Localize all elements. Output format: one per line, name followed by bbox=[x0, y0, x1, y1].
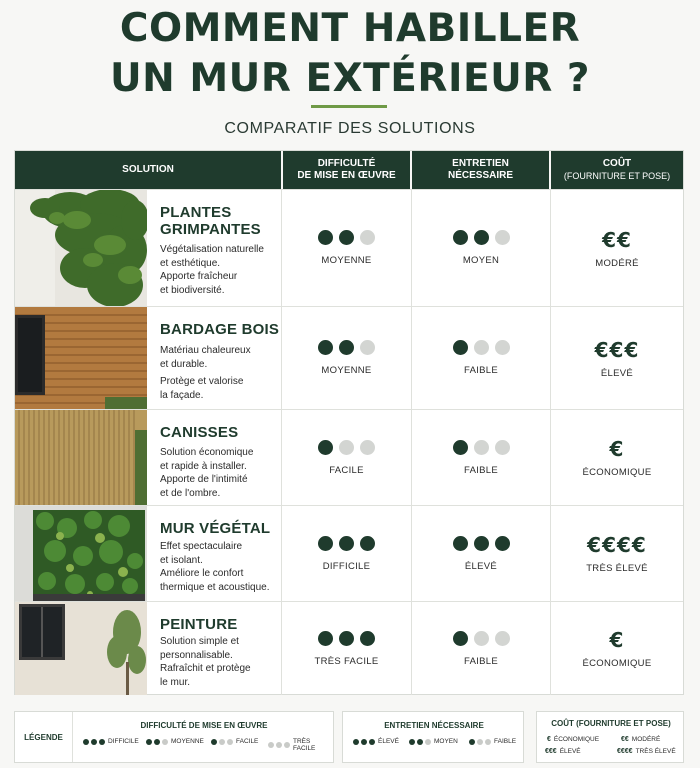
title-line-2: UN MUR EXTÉRIEUR ? bbox=[109, 56, 590, 101]
description-line: la façade. bbox=[160, 389, 204, 401]
difficulty-cell bbox=[282, 506, 411, 601]
filled-dot-icon bbox=[360, 631, 375, 646]
description-line: le mur. bbox=[160, 676, 191, 688]
table-row bbox=[15, 601, 683, 695]
empty-dot-icon bbox=[495, 230, 510, 245]
title-underline bbox=[311, 105, 387, 108]
living-green-wall-image bbox=[15, 506, 147, 601]
filled-dot-icon bbox=[409, 739, 415, 745]
cost-symbol: €€€ bbox=[594, 337, 640, 362]
title-line-1: COMMENT HABILLER bbox=[119, 6, 581, 51]
solution-name-line1: PLANTES bbox=[160, 204, 232, 221]
legend-dots bbox=[469, 739, 491, 745]
cost-cell bbox=[551, 410, 683, 505]
header-solution: SOLUTION bbox=[122, 164, 174, 175]
filled-dot-icon bbox=[339, 631, 354, 646]
difficulty-cell bbox=[282, 307, 411, 409]
maintenance-label: FAIBLE bbox=[463, 655, 498, 667]
description-line: Solution économique bbox=[160, 447, 254, 458]
comparison-table bbox=[14, 150, 684, 695]
cost-label: TRÈS ÉLEVÉ bbox=[586, 563, 648, 574]
difficulty-rating bbox=[318, 631, 375, 646]
legend-maintenance bbox=[342, 711, 524, 763]
maintenance-label: FAIBLE bbox=[463, 365, 498, 376]
maintenance-label: ÉLEVÉ bbox=[464, 560, 498, 572]
legend-item-label: FACILE bbox=[236, 738, 259, 745]
solution-name-line1: BARDAGE BOIS bbox=[160, 321, 280, 338]
description-line: Effet spectaculaire bbox=[160, 541, 243, 552]
legend-cost-item bbox=[547, 736, 599, 743]
legend-maintenance-title: ENTRETIEN NÉCESSAIRE bbox=[384, 721, 484, 730]
legend-dots bbox=[146, 739, 168, 745]
empty-dot-icon bbox=[360, 340, 375, 355]
legend-cost-item bbox=[621, 736, 660, 743]
maintenance-cell bbox=[412, 602, 550, 695]
cost-label: MODÉRÉ bbox=[595, 257, 639, 269]
legend-difficulty-item bbox=[268, 738, 333, 752]
legend-item-label: ÉCONOMIQUE bbox=[553, 736, 600, 743]
solution-name bbox=[160, 321, 280, 338]
empty-dot-icon bbox=[495, 631, 510, 646]
table-header bbox=[15, 151, 683, 189]
filled-dot-icon bbox=[495, 536, 510, 551]
painted-wall-image bbox=[15, 602, 147, 695]
legend-difficulty-title: DIFFICULTÉ DE MISE EN ŒUVRE bbox=[140, 721, 268, 730]
header-difficulty bbox=[283, 151, 410, 189]
filled-dot-icon bbox=[369, 739, 375, 745]
difficulty-rating bbox=[318, 340, 375, 355]
cost-symbol: € bbox=[609, 437, 625, 461]
legend-item-label: MOYEN bbox=[434, 738, 458, 745]
cost-cell bbox=[551, 506, 683, 601]
header-difficulty-line1: DIFFICULTÉ bbox=[317, 158, 376, 169]
filled-dot-icon bbox=[318, 440, 333, 455]
solution-name bbox=[160, 616, 280, 633]
legend-cost bbox=[536, 711, 684, 763]
filled-dot-icon bbox=[91, 739, 97, 745]
header-maintenance-line1: ENTRETIEN bbox=[452, 158, 509, 169]
filled-dot-icon bbox=[154, 739, 160, 745]
reed-screen-image bbox=[15, 410, 147, 505]
difficulty-cell bbox=[282, 190, 411, 306]
difficulty-label: MOYENNE bbox=[321, 365, 372, 376]
description-line: Rafraîchit et protège bbox=[160, 663, 251, 674]
cost-cell bbox=[551, 602, 683, 695]
legend-item-label: DIFFICILE bbox=[108, 738, 139, 745]
legend-difficulty-item bbox=[146, 738, 204, 745]
maintenance-cell bbox=[412, 190, 550, 306]
legend-dots bbox=[409, 739, 431, 745]
filled-dot-icon bbox=[453, 340, 468, 355]
legend-dots bbox=[268, 742, 290, 748]
description-line: et de l'ombre. bbox=[160, 487, 221, 499]
filled-dot-icon bbox=[453, 631, 468, 646]
legend-difficulty-item bbox=[83, 738, 139, 745]
solution-name-line1: CANISSES bbox=[160, 424, 239, 441]
description-line: et esthétique. bbox=[160, 257, 221, 269]
solution-description bbox=[160, 446, 285, 500]
maintenance-label: FAIBLE bbox=[463, 464, 498, 476]
filled-dot-icon bbox=[318, 536, 333, 551]
legend-maintenance-item bbox=[409, 738, 458, 745]
empty-dot-icon bbox=[485, 739, 491, 745]
legend-maintenance-item bbox=[353, 738, 399, 745]
euro-icon: €€ bbox=[621, 736, 629, 743]
difficulty-rating bbox=[318, 536, 375, 551]
description-line: Matériau chaleureux bbox=[160, 345, 251, 356]
legend-item-label: TRÈS FACILE bbox=[293, 738, 316, 752]
description-line: et durable. bbox=[160, 358, 208, 370]
maintenance-cell bbox=[412, 307, 550, 409]
legend-item-label: ÉLEVÉ bbox=[559, 748, 581, 755]
legend-item-label: FAIBLE bbox=[494, 738, 517, 745]
legend-cost-title: COÛT (FOURNITURE ET POSE) bbox=[551, 719, 671, 728]
euro-icon: € bbox=[547, 736, 551, 743]
filled-dot-icon bbox=[474, 230, 489, 245]
table-row bbox=[15, 505, 683, 601]
empty-dot-icon bbox=[227, 739, 233, 745]
header-cost-line1: COÛT bbox=[602, 158, 632, 169]
maintenance-rating bbox=[453, 340, 510, 355]
page-title bbox=[0, 4, 700, 104]
maintenance-cell bbox=[412, 410, 550, 505]
legend-dots bbox=[83, 739, 105, 745]
empty-dot-icon bbox=[360, 440, 375, 455]
empty-dot-icon bbox=[276, 742, 282, 748]
legend-item-label: MOYENNE bbox=[171, 738, 204, 745]
description-line: Apporte de l'intimité bbox=[160, 474, 248, 485]
cost-symbol: € bbox=[609, 628, 625, 652]
cost-cell bbox=[551, 190, 683, 306]
description-line: Protège et valorise bbox=[160, 376, 244, 387]
filled-dot-icon bbox=[99, 739, 105, 745]
solution-name-line2: GRIMPANTES bbox=[160, 221, 261, 238]
cost-cell bbox=[551, 307, 683, 409]
solution-name bbox=[160, 204, 280, 238]
maintenance-rating bbox=[453, 230, 510, 245]
empty-dot-icon bbox=[339, 440, 354, 455]
empty-dot-icon bbox=[474, 440, 489, 455]
filled-dot-icon bbox=[318, 230, 333, 245]
cost-symbol: €€ bbox=[602, 227, 632, 252]
legend-difficulty bbox=[14, 711, 334, 763]
empty-dot-icon bbox=[495, 440, 510, 455]
cost-label: ÉLEVÉ bbox=[600, 367, 634, 379]
empty-dot-icon bbox=[268, 742, 274, 748]
difficulty-rating bbox=[318, 440, 375, 455]
legend-item-label: MODÉRÉ bbox=[631, 736, 661, 743]
filled-dot-icon bbox=[361, 739, 367, 745]
filled-dot-icon bbox=[339, 536, 354, 551]
legend-item-label: TRÈS ÉLEVÉ bbox=[635, 748, 676, 755]
filled-dot-icon bbox=[339, 340, 354, 355]
empty-dot-icon bbox=[495, 340, 510, 355]
empty-dot-icon bbox=[425, 739, 431, 745]
filled-dot-icon bbox=[453, 536, 468, 551]
header-maintenance bbox=[412, 151, 549, 189]
description-line: et isolant. bbox=[160, 554, 203, 566]
empty-dot-icon bbox=[284, 742, 290, 748]
cost-label: ÉCONOMIQUE bbox=[582, 658, 652, 669]
maintenance-rating bbox=[453, 440, 510, 455]
difficulty-label: TRÈS FACILE bbox=[314, 655, 379, 667]
description-line: et biodiversité. bbox=[160, 284, 225, 296]
legend-difficulty-item bbox=[211, 738, 258, 745]
filled-dot-icon bbox=[453, 440, 468, 455]
header-cost-line2: (FOURNITURE ET POSE) bbox=[563, 171, 671, 181]
solution-name-line1: PEINTURE bbox=[160, 616, 238, 633]
maintenance-label: MOYEN bbox=[462, 255, 500, 266]
legend-item-label: ÉLEVÉ bbox=[378, 738, 399, 745]
filled-dot-icon bbox=[469, 739, 475, 745]
legend-dots bbox=[353, 739, 375, 745]
header-difficulty-line2: DE MISE EN ŒUVRE bbox=[297, 170, 396, 181]
difficulty-rating bbox=[318, 230, 375, 245]
description-line: et rapide à installer. bbox=[160, 460, 247, 472]
legend-cost-item bbox=[617, 748, 676, 755]
difficulty-label: DIFFICILE bbox=[322, 560, 371, 572]
table-row bbox=[15, 306, 683, 409]
description-line: thermique et acoustique. bbox=[160, 581, 270, 593]
wood-cladding-image bbox=[15, 307, 147, 409]
solution-description bbox=[160, 344, 285, 402]
difficulty-label: MOYENNE bbox=[321, 255, 372, 266]
empty-dot-icon bbox=[360, 230, 375, 245]
filled-dot-icon bbox=[339, 230, 354, 245]
filled-dot-icon bbox=[318, 631, 333, 646]
filled-dot-icon bbox=[474, 536, 489, 551]
description-line: Végétalisation naturelle bbox=[160, 244, 264, 255]
maintenance-rating bbox=[453, 536, 510, 551]
header-maintenance-line2: NÉCESSAIRE bbox=[447, 170, 513, 181]
filled-dot-icon bbox=[453, 230, 468, 245]
legend-cost-item bbox=[545, 748, 581, 755]
description-line: Améliore le confort bbox=[160, 568, 244, 579]
filled-dot-icon bbox=[146, 739, 152, 745]
solution-name bbox=[160, 424, 280, 441]
legend-maintenance-item bbox=[469, 738, 516, 745]
table-row bbox=[15, 189, 683, 306]
filled-dot-icon bbox=[318, 340, 333, 355]
euro-icon: €€€€ bbox=[617, 748, 633, 755]
maintenance-rating bbox=[453, 631, 510, 646]
solution-description bbox=[160, 243, 285, 297]
filled-dot-icon bbox=[360, 536, 375, 551]
empty-dot-icon bbox=[219, 739, 225, 745]
description-line: Apporte fraîcheur bbox=[160, 271, 238, 282]
filled-dot-icon bbox=[211, 739, 217, 745]
table-row bbox=[15, 409, 683, 505]
cost-label: ÉCONOMIQUE bbox=[582, 467, 652, 478]
difficulty-cell bbox=[282, 410, 411, 505]
solution-name-line1: MUR VÉGÉTAL bbox=[160, 520, 271, 537]
header-cost bbox=[551, 151, 683, 189]
subtitle: COMPARATIF DES SOLUTIONS bbox=[224, 120, 476, 137]
solution-name bbox=[160, 520, 280, 537]
filled-dot-icon bbox=[83, 739, 89, 745]
empty-dot-icon bbox=[474, 631, 489, 646]
difficulty-label: FACILE bbox=[329, 464, 364, 476]
maintenance-cell bbox=[412, 506, 550, 601]
climbing-plants-image bbox=[15, 190, 147, 306]
empty-dot-icon bbox=[474, 340, 489, 355]
solution-description bbox=[160, 635, 285, 689]
description-line: personnalisable. bbox=[160, 649, 233, 661]
legend-dots bbox=[211, 739, 233, 745]
euro-icon: €€€ bbox=[545, 748, 557, 755]
legend-label: LÉGENDE bbox=[15, 712, 73, 762]
description-line: Solution simple et bbox=[160, 636, 239, 647]
filled-dot-icon bbox=[417, 739, 423, 745]
solution-description bbox=[160, 540, 285, 594]
empty-dot-icon bbox=[477, 739, 483, 745]
cost-symbol: €€€€ bbox=[587, 533, 647, 557]
empty-dot-icon bbox=[162, 739, 168, 745]
difficulty-cell bbox=[282, 602, 411, 695]
filled-dot-icon bbox=[353, 739, 359, 745]
